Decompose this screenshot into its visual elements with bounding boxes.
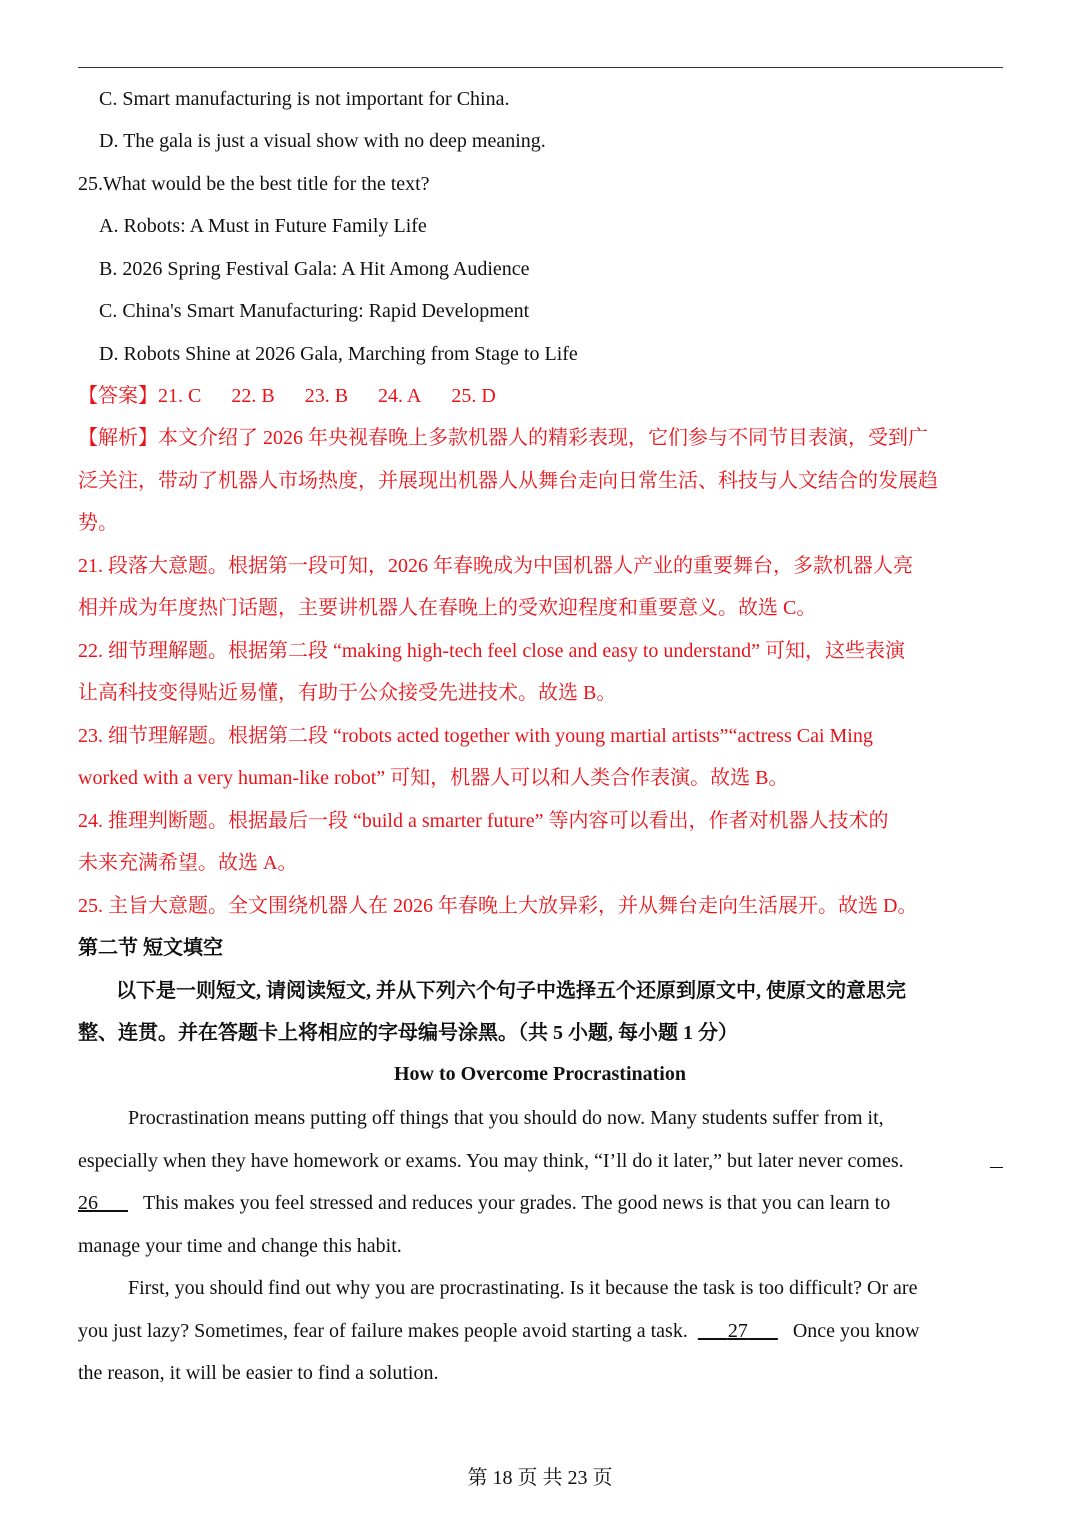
analysis-line: 势。: [78, 512, 118, 534]
answer-item: 24. A: [378, 385, 422, 407]
page-number: 第 18 页 共 23 页: [467, 1467, 613, 1489]
passage-line: [78, 1318, 919, 1344]
q25-option-a: A. Robots: A Must in Future Family Life: [99, 215, 427, 237]
passage-line: the reason, it will be easier to find a solution.: [78, 1362, 439, 1384]
passage-line: [78, 1190, 890, 1216]
analysis-q22: 让高科技变得贴近易懂，有助于公众接受先进技术。故选 B。: [78, 682, 617, 704]
answer-label: 【答案】: [78, 385, 158, 407]
analysis-q21: 21. 段落大意题。根据第一段可知，2026 年春晚成为中国机器人产业的重要舞台，多款机器人亮: [78, 555, 913, 577]
analysis-q22: 22. 细节理解题。根据第二段 “making high-tech feel close and easy to understand” 可知，这些表演: [78, 640, 906, 662]
answer-item: 21. C: [158, 385, 202, 407]
analysis-q23: worked with a very human-like robot” 可知，机器人可以和人类合作表演。故选 B。: [78, 767, 789, 789]
analysis-q24: 未来充满希望。故选 A。: [78, 852, 298, 874]
blank-number: 27: [727, 1320, 748, 1342]
passage-text: you just lazy? Sometimes, fear of failure makes people avoid starting a task.: [78, 1320, 688, 1342]
passage-line: especially when they have homework or exams. You may think, “I’ll do it later,” but later never comes.: [78, 1150, 904, 1172]
q24-option-d: D. The gala is just a visual show with no deep meaning.: [99, 130, 546, 152]
q25-option-b: B. 2026 Spring Festival Gala: A Hit Among Audience: [99, 258, 530, 280]
analysis-q24: 24. 推理判断题。根据最后一段 “build a smarter future” 等内容可以看出，作者对机器人技术的: [78, 810, 889, 832]
blank-number: 26: [78, 1192, 98, 1214]
section-instructions: 以下是一则短文, 请阅读短文, 并从下列六个句子中选择五个还原到原文中, 使原文的意思完: [116, 980, 906, 1002]
answer-item: 23. B: [304, 385, 349, 407]
passage-line: Procrastination means putting off things that you should do now. Many students suffer from it,: [128, 1107, 884, 1129]
answer-item: 22. B: [231, 385, 275, 407]
header-rule: [78, 67, 1003, 68]
answer-item: 25. D: [451, 385, 496, 407]
analysis-q21: 相并成为年度热门话题，主要讲机器人在春晚上的受欢迎程度和重要意义。故选 C。: [78, 597, 817, 619]
analysis-q25: 25. 主旨大意题。全文围绕机器人在 2026 年春晚上大放异彩，并从舞台走向生活展开。故选 D。: [78, 895, 918, 917]
answer-key: [78, 383, 526, 409]
blank-27[interactable]: [698, 1320, 778, 1342]
q25-option-c: C. China's Smart Manufacturing: Rapid Development: [99, 300, 530, 322]
q24-option-c: C. Smart manufacturing is not important for China.: [99, 88, 510, 110]
q25-stem: 25.What would be the best title for the text?: [78, 173, 430, 195]
section-instructions: 整、连贯。并在答题卡上将相应的字母编号涂黑。（共 5 小题, 每小题 1 分）: [78, 1022, 738, 1044]
analysis-line: 泛关注，带动了机器人市场热度，并展现出机器人从舞台走向日常生活、科技与人文结合的发展趋: [78, 470, 938, 492]
analysis-q23: 23. 细节理解题。根据第二段 “robots acted together with young martial artists”“actress Cai Ming: [78, 725, 873, 747]
passage-title: How to Overcome Procrastination: [394, 1063, 686, 1085]
analysis-line: 【解析】本文介绍了 2026 年央视春晚上多款机器人的精彩表现，它们参与不同节目表演，受到广: [78, 427, 928, 449]
passage-text: This makes you feel stressed and reduces your grades. The good news is that you can learn to: [143, 1192, 891, 1214]
blank-underline: [990, 1149, 1003, 1168]
blank-26[interactable]: [78, 1192, 128, 1214]
passage-line: manage your time and change this habit.: [78, 1235, 402, 1257]
section-heading: 第二节 短文填空: [78, 937, 223, 959]
passage-text: Once you know: [792, 1320, 920, 1342]
passage-line: First, you should find out why you are procrastinating. Is it because the task is too difficult? Or are: [128, 1277, 918, 1299]
q25-option-d: D. Robots Shine at 2026 Gala, Marching from Stage to Life: [99, 343, 578, 365]
